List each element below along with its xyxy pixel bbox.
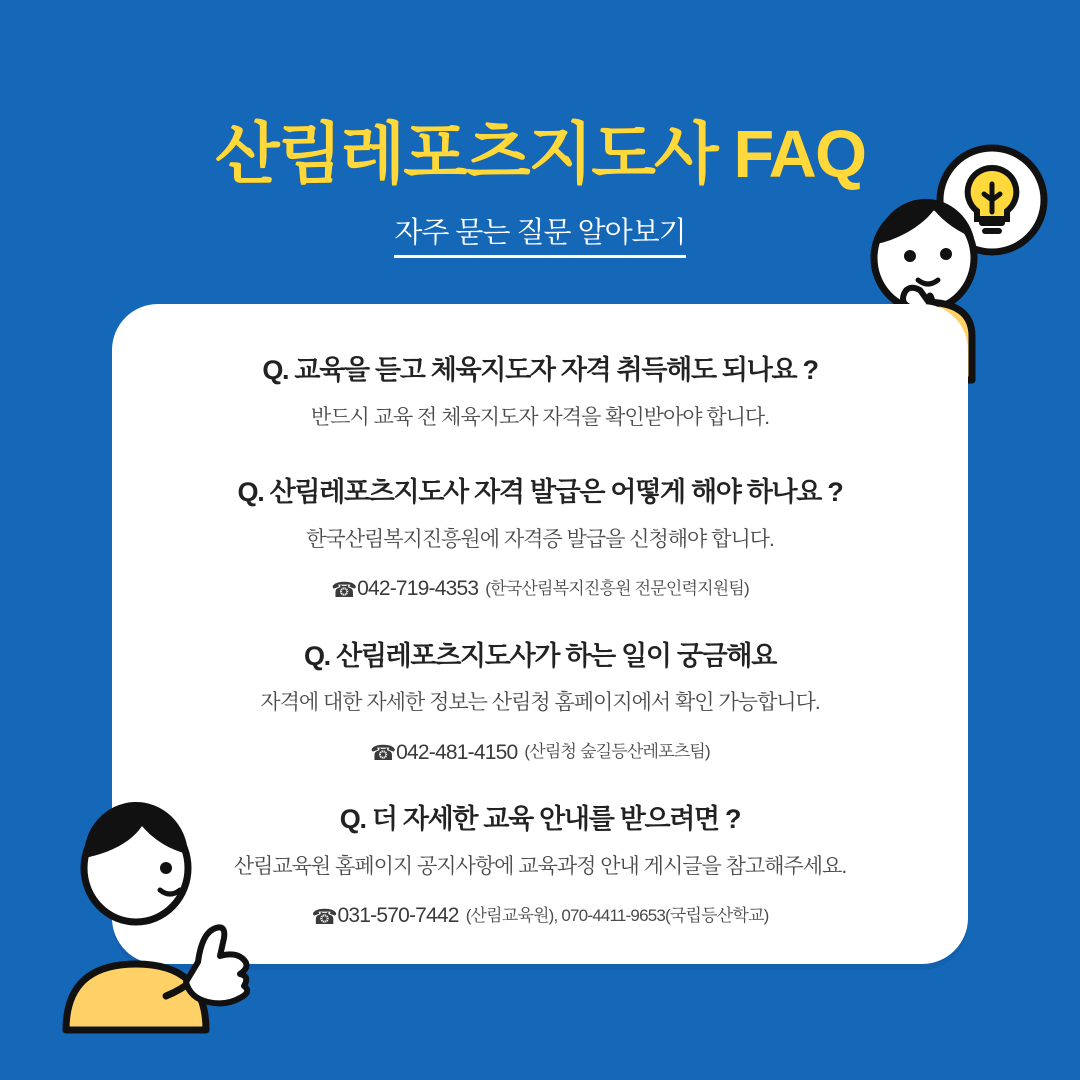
pointing-person-icon bbox=[48, 796, 298, 1056]
faq-answer: 한국산림복지진흥원에 자격증 발급을 신청해야 합니다. bbox=[306, 527, 774, 551]
faq-answer: 산림교육원 홈페이지 공지사항에 교육과정 안내 게시글을 참고해주세요. bbox=[233, 854, 847, 878]
faq-phone-number: 042-719-4353 bbox=[357, 577, 479, 601]
faq-question: Q. 교육을 듣고 체육지도자 자격 취득해도 되나요 ? bbox=[262, 355, 818, 385]
phone-icon: ☎ bbox=[311, 905, 337, 929]
page-subtitle: 자주 묻는 질문 알아보기 bbox=[394, 210, 685, 258]
faq-phone-note: (산림교육원), 070-4411-9653(국립등산학교) bbox=[465, 905, 769, 925]
faq-contact bbox=[112, 739, 968, 767]
faq-phone-note: (산림청 숲길등산레포츠팀) bbox=[524, 742, 710, 762]
faq-question: Q. 산림레포츠지도사가 하는 일이 궁금해요 bbox=[303, 640, 776, 671]
faq-question: Q. 산림레포츠지도사 자격 발급은 어떻게 해야 하나요 ? bbox=[237, 477, 843, 508]
page-title: 산림레포츠지도사 FAQ bbox=[214, 117, 866, 192]
faq-item bbox=[112, 476, 968, 603]
faq-phone-number: 031-570-7442 bbox=[337, 904, 459, 928]
faq-item bbox=[112, 640, 968, 767]
faq-phone-number: 042-481-4150 bbox=[396, 740, 518, 764]
phone-icon: ☎ bbox=[331, 578, 357, 602]
faq-question: Q. 더 자세한 교육 안내를 받으려면 ? bbox=[339, 803, 741, 834]
faq-item bbox=[112, 354, 968, 432]
phone-icon: ☎ bbox=[370, 742, 396, 766]
faq-phone-note: (한국산림복지진흥원 전문인력지원팀) bbox=[485, 578, 749, 598]
faq-contact bbox=[112, 575, 968, 603]
faq-answer: 반드시 교육 전 체육지도자 자격을 확인받아야 합니다. bbox=[310, 405, 770, 429]
faq-answer: 자격에 대한 자세한 정보는 산림청 홈페이지에서 확인 가능합니다. bbox=[260, 691, 820, 715]
